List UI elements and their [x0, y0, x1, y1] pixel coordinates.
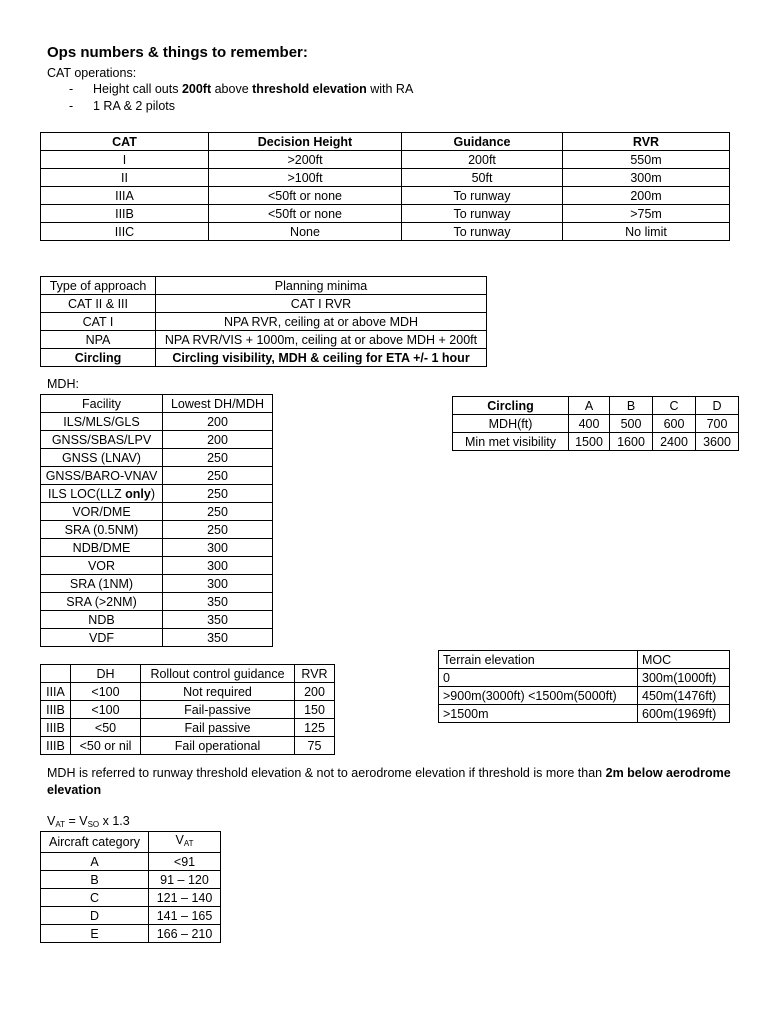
table-row — [41, 485, 273, 503]
table-header: Aircraft category — [41, 832, 149, 853]
table-header: Facility — [41, 395, 163, 413]
table-cell: 200 — [163, 431, 273, 449]
table-row — [41, 331, 487, 349]
table-header: DH — [71, 665, 141, 683]
table-cell: 250 — [163, 503, 273, 521]
table-cell: 600m(1969ft) — [638, 705, 730, 723]
table-cell: B — [41, 871, 149, 889]
table-row — [41, 503, 273, 521]
table-header: Rollout control guidance — [141, 665, 295, 683]
table-cell: 600 — [653, 415, 696, 433]
list-item: - 1 RA & 2 pilots — [69, 99, 175, 113]
table-cell: 75 — [295, 737, 335, 755]
table-cell: IIIB — [41, 719, 71, 737]
table-cell: GNSS/SBAS/LPV — [41, 431, 163, 449]
table-row — [41, 593, 273, 611]
table-cell: VDF — [41, 629, 163, 647]
table-cell: >200ft — [209, 151, 402, 169]
table-row — [41, 737, 335, 755]
table-row — [41, 521, 273, 539]
table-header: Terrain elevation — [439, 651, 638, 669]
table-row — [453, 415, 739, 433]
table-header: Type of approach — [41, 277, 156, 295]
table-row — [41, 719, 335, 737]
table-cell: Fail operational — [141, 737, 295, 755]
table-cell: 3600 — [696, 433, 739, 451]
table-cell: Circling — [41, 349, 156, 367]
table-row — [41, 223, 730, 241]
table-cell: D — [41, 907, 149, 925]
table-cell: 200m — [563, 187, 730, 205]
table-cell: IIIB — [41, 701, 71, 719]
table-header: B — [610, 397, 653, 415]
table-header-row — [41, 832, 221, 853]
table-cell: >75m — [563, 205, 730, 223]
section-subtitle: CAT operations: — [47, 66, 137, 80]
table-cell: I — [41, 151, 209, 169]
table-cell: >900m(3000ft) <1500m(5000ft) — [439, 687, 638, 705]
table-cell: Fail-passive — [141, 701, 295, 719]
table-cell: <91 — [149, 853, 221, 871]
table-row — [41, 629, 273, 647]
table-cell: 350 — [163, 629, 273, 647]
table-cell: VOR — [41, 557, 163, 575]
table-row — [41, 701, 335, 719]
table-cell: SRA (1NM) — [41, 575, 163, 593]
table-row — [41, 295, 487, 313]
table-cell: 350 — [163, 593, 273, 611]
table-cell: 300 — [163, 575, 273, 593]
table-cell: <100 — [71, 701, 141, 719]
table-cell: >1500m — [439, 705, 638, 723]
table-cell: 250 — [163, 485, 273, 503]
table-header: A — [569, 397, 610, 415]
table-header-row — [41, 395, 273, 413]
table-cell: NDB/DME — [41, 539, 163, 557]
table-cell: IIIB — [41, 205, 209, 223]
table-cell: 200 — [295, 683, 335, 701]
table-header-row — [453, 397, 739, 415]
table-cell: 1500 — [569, 433, 610, 451]
table-row — [41, 313, 487, 331]
table-cell: 500 — [610, 415, 653, 433]
table-cell: Circling visibility, MDH & ceiling for ETA +/- 1 hour — [156, 349, 487, 367]
table-cell: 250 — [163, 467, 273, 485]
table-cell: E — [41, 925, 149, 943]
table-cell: 450m(1476ft) — [638, 687, 730, 705]
mdh-note: MDH is referred to runway threshold elevation & not to aerodrome elevation if threshold is more than 2m below aerodrome elevation — [47, 766, 731, 797]
table-cell: 250 — [163, 449, 273, 467]
table-cell: IIIC — [41, 223, 209, 241]
table-row — [41, 349, 487, 367]
table-cell: C — [41, 889, 149, 907]
table-row — [41, 611, 273, 629]
table-cell: IIIA — [41, 187, 209, 205]
bullet-list — [47, 81, 413, 115]
table-row — [41, 431, 273, 449]
table-cell: No limit — [563, 223, 730, 241]
table-cell: 300m — [563, 169, 730, 187]
table-cell: <50ft or none — [209, 205, 402, 223]
table-row — [41, 575, 273, 593]
table-header-row — [41, 133, 730, 151]
table-header: CAT — [41, 133, 209, 151]
table-cell: 300m(1000ft) — [638, 669, 730, 687]
table-cell: II — [41, 169, 209, 187]
table-cell: <50 — [71, 719, 141, 737]
table-header: Planning minima — [156, 277, 487, 295]
table-cell: 200ft — [402, 151, 563, 169]
table-cell: A — [41, 853, 149, 871]
table-cell: CAT I — [41, 313, 156, 331]
vat-formula: $V_{AT} = V_{SO}$ x 1.3 — [47, 814, 130, 829]
table-header — [41, 665, 71, 683]
table-cell: 166 – 210 — [149, 925, 221, 943]
table-cell: 250 — [163, 521, 273, 539]
mdh-label: MDH: — [47, 377, 79, 391]
table-header: Circling — [453, 397, 569, 415]
table-cell: Fail passive — [141, 719, 295, 737]
table-cell: 700 — [696, 415, 739, 433]
table-cell: GNSS (LNAV) — [41, 449, 163, 467]
circling-table — [452, 396, 739, 451]
table-header: RVR — [295, 665, 335, 683]
table-header: $V_{AT}$ — [149, 832, 221, 853]
terrain-moc-table — [438, 650, 730, 723]
table-cell: 300 — [163, 539, 273, 557]
table-cell: GNSS/BARO-VNAV — [41, 467, 163, 485]
table-cell: <50ft or none — [209, 187, 402, 205]
table-row — [41, 467, 273, 485]
table-header: MOC — [638, 651, 730, 669]
page-title: Ops numbers & things to remember: — [47, 44, 308, 61]
table-row — [439, 669, 730, 687]
table-cell: 400 — [569, 415, 610, 433]
table-cell: IIIB — [41, 737, 71, 755]
table-cell: None — [209, 223, 402, 241]
table-header-row — [439, 651, 730, 669]
table-header: C — [653, 397, 696, 415]
table-cell: NPA RVR, ceiling at or above MDH — [156, 313, 487, 331]
mdh-facility-table — [40, 394, 273, 647]
table-row — [41, 853, 221, 871]
table-header: D — [696, 397, 739, 415]
table-row — [41, 925, 221, 943]
table-cell: 350 — [163, 611, 273, 629]
table-cell: SRA (>2NM) — [41, 593, 163, 611]
table-header: Lowest DH/MDH — [163, 395, 273, 413]
table-row — [41, 889, 221, 907]
table-cell: Min met visibility — [453, 433, 569, 451]
table-cell: CAT II & III — [41, 295, 156, 313]
table-row — [439, 705, 730, 723]
table-cell: 121 – 140 — [149, 889, 221, 907]
cat-table — [40, 132, 730, 241]
table-cell: 550m — [563, 151, 730, 169]
table-cell: VOR/DME — [41, 503, 163, 521]
table-cell: To runway — [402, 223, 563, 241]
table-cell: IIIA — [41, 683, 71, 701]
dh-rollout-table — [40, 664, 335, 755]
table-row — [41, 205, 730, 223]
table-header: Decision Height — [209, 133, 402, 151]
list-item: - Height call outs 200ft above threshold elevation with RA — [69, 82, 414, 96]
table-cell: NPA RVR/VIS + 1000m, ceiling at or above MDH + 200ft — [156, 331, 487, 349]
table-header: Guidance — [402, 133, 563, 151]
table-row — [41, 449, 273, 467]
table-header-row — [41, 665, 335, 683]
table-cell: SRA (0.5NM) — [41, 521, 163, 539]
table-cell: >100ft — [209, 169, 402, 187]
table-cell: 2400 — [653, 433, 696, 451]
table-cell: 0 — [439, 669, 638, 687]
table-header-row — [41, 277, 487, 295]
table-row — [41, 413, 273, 431]
table-cell: Not required — [141, 683, 295, 701]
table-cell: To runway — [402, 205, 563, 223]
table-cell: 300 — [163, 557, 273, 575]
table-cell: ILS/MLS/GLS — [41, 413, 163, 431]
table-row — [41, 187, 730, 205]
table-cell: 141 – 165 — [149, 907, 221, 925]
table-cell: CAT I RVR — [156, 295, 487, 313]
table-cell: 150 — [295, 701, 335, 719]
table-row — [41, 871, 221, 889]
table-cell: 125 — [295, 719, 335, 737]
table-cell: 91 – 120 — [149, 871, 221, 889]
table-cell: 50ft — [402, 169, 563, 187]
table-cell: 200 — [163, 413, 273, 431]
table-cell: <50 or nil — [71, 737, 141, 755]
table-cell: ILS LOC(LLZ only) — [41, 485, 163, 503]
table-cell: MDH(ft) — [453, 415, 569, 433]
table-row — [41, 151, 730, 169]
table-cell: NDB — [41, 611, 163, 629]
table-row — [41, 539, 273, 557]
table-row — [41, 169, 730, 187]
aircraft-category-table — [40, 831, 221, 943]
table-row — [41, 557, 273, 575]
table-cell: To runway — [402, 187, 563, 205]
table-cell: <100 — [71, 683, 141, 701]
table-row — [453, 433, 739, 451]
table-cell: 1600 — [610, 433, 653, 451]
table-row — [439, 687, 730, 705]
table-header: RVR — [563, 133, 730, 151]
table-row — [41, 907, 221, 925]
planning-minima-table — [40, 276, 487, 367]
table-cell: NPA — [41, 331, 156, 349]
table-row — [41, 683, 335, 701]
